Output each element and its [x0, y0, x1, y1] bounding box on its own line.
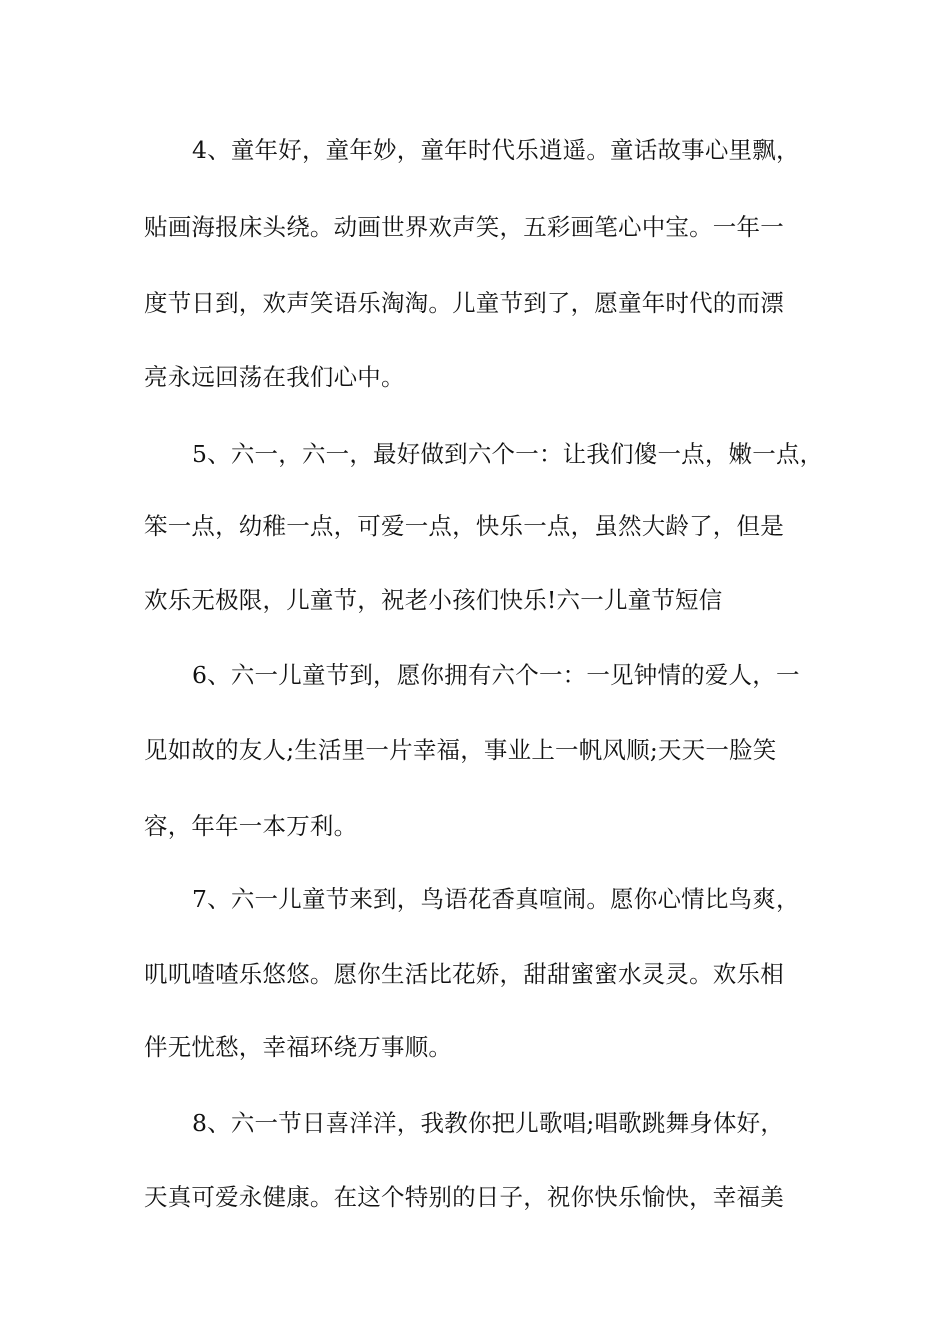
paragraph-5-line-2: 笨一点，幼稚一点，可爱一点，快乐一点，虽然大龄了，但是	[144, 512, 784, 540]
paragraph-7-line-3: 伴无忧愁，幸福环绕万事顺。	[144, 1033, 453, 1061]
paragraph-5-line-3: 欢乐无极限，儿童节，祝老小孩们快乐!六一儿童节短信	[144, 586, 723, 614]
paragraph-8-line-1: 8、六一节日喜洋洋，我教你把儿歌唱;唱歌跳舞身体好，	[192, 1109, 785, 1137]
paragraph-8-line-2: 天真可爱永健康。在这个特别的日子，祝你快乐愉快，幸福美	[144, 1183, 784, 1211]
paragraph-5-line-1: 5、六一，六一，最好做到六个一：让我们傻一点，嫩一点，	[192, 440, 824, 468]
paragraph-6-line-1: 6、六一儿童节到，愿你拥有六个一：一见钟情的爱人，一	[192, 661, 800, 689]
paragraph-4-line-2: 贴画海报床头绕。动画世界欢声笑，五彩画笔心中宝。一年一	[144, 213, 784, 241]
paragraph-7-line-1: 7、六一儿童节来到，鸟语花香真喧闹。愿你心情比鸟爽，	[192, 885, 800, 913]
paragraph-4-line-4: 亮永远回荡在我们心中。	[144, 363, 405, 391]
paragraph-4-line-3: 度节日到，欢声笑语乐淘淘。儿童节到了，愿童年时代的而漂	[144, 289, 784, 317]
paragraph-6-line-3: 容，年年一本万利。	[144, 812, 358, 840]
paragraph-7-line-2: 叽叽喳喳乐悠悠。愿你生活比花娇，甜甜蜜蜜水灵灵。欢乐相	[144, 960, 784, 988]
paragraph-4-line-1: 4、童年好，童年妙，童年时代乐逍遥。童话故事心里飘，	[192, 136, 800, 164]
paragraph-6-line-2: 见如故的友人;生活里一片幸福，事业上一帆风顺;天天一脸笑	[144, 736, 777, 764]
